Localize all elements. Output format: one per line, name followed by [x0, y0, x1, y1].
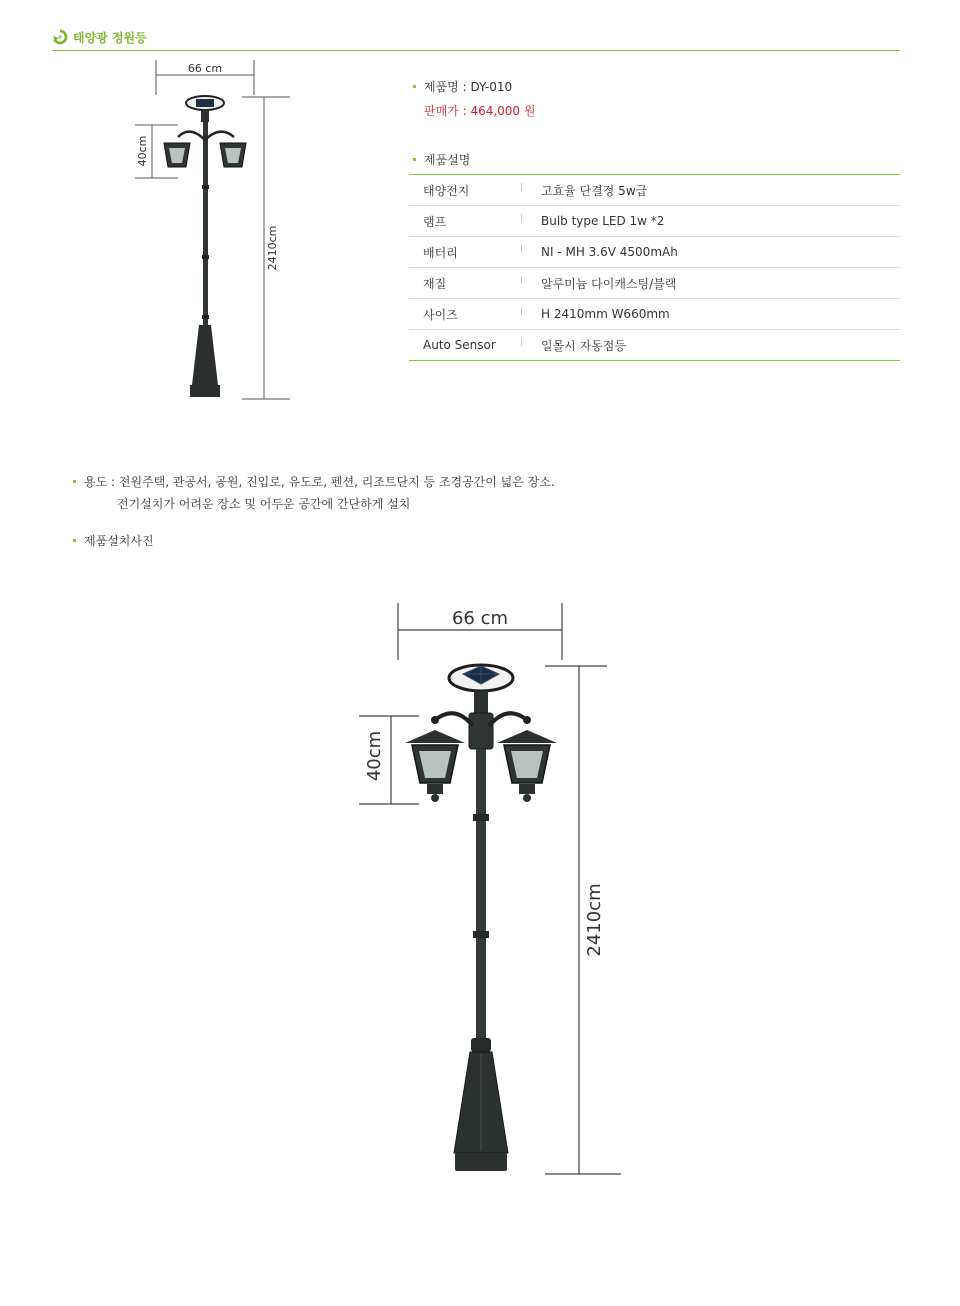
table-row — [409, 237, 900, 268]
table-row — [409, 330, 900, 361]
spec-key: 재질 — [409, 268, 522, 299]
table-row — [409, 299, 900, 330]
product-diagram-small — [130, 55, 300, 410]
lamp-height-label: 40cm — [364, 730, 385, 782]
spec-table — [409, 174, 900, 361]
product-name-line — [413, 78, 512, 95]
product-price: 판매가 : 464,000 원 — [424, 104, 536, 118]
table-row — [409, 206, 900, 237]
bullet-icon — [413, 85, 416, 88]
spec-value: 알루미늄 다이캐스팅/블랙 — [522, 268, 900, 299]
section-header — [52, 28, 900, 51]
description-heading-line — [413, 151, 470, 168]
spec-value: 고효율 단결정 5w급 — [522, 175, 900, 206]
spec-value: H 2410mm W660mm — [522, 299, 900, 330]
spec-value: 일몰시 자동점등 — [541, 338, 626, 353]
total-height-label: 2410cm — [266, 225, 279, 271]
spec-value: Bulb type LED 1w *2 — [522, 206, 900, 237]
spec-key: 배터리 — [409, 237, 522, 268]
bullet-icon — [413, 158, 416, 161]
recycle-leaf-icon — [52, 29, 68, 45]
photos-heading-line — [73, 532, 154, 549]
usage-line-2: 전기설치가 어려운 장소 및 어두운 공간에 간단하게 설치 — [117, 497, 411, 511]
table-row — [409, 268, 900, 299]
lamp-height-label: 40cm — [136, 135, 149, 167]
page-title: 태양광 정원등 — [73, 31, 147, 45]
spec-key: Auto Sensor — [409, 330, 522, 361]
description-heading: 제품설명 — [424, 153, 471, 167]
width-dimension-label: 66 cm — [451, 608, 509, 629]
spec-key: 태양전지 — [409, 175, 522, 206]
bullet-icon — [73, 480, 76, 483]
table-row — [409, 175, 900, 206]
total-height-label: 2410cm — [584, 883, 605, 957]
usage-text: 용도 : 전원주택, 관공서, 공원, 진입로, 유도로, 펜션, 리조트단지 등 조경공간이 넓은 장소. — [84, 475, 555, 489]
product-name: 제품명 : DY-010 — [424, 80, 513, 94]
spec-value: NI - MH 3.6V 4500mAh — [522, 237, 900, 268]
spec-key: 사이즈 — [409, 299, 522, 330]
usage-line — [73, 473, 555, 490]
spec-key: 램프 — [409, 206, 522, 237]
width-dimension-label: 66 cm — [187, 62, 223, 75]
product-diagram-large — [355, 598, 630, 1183]
photos-heading: 제품설치사진 — [84, 534, 154, 548]
bullet-icon — [73, 539, 76, 542]
